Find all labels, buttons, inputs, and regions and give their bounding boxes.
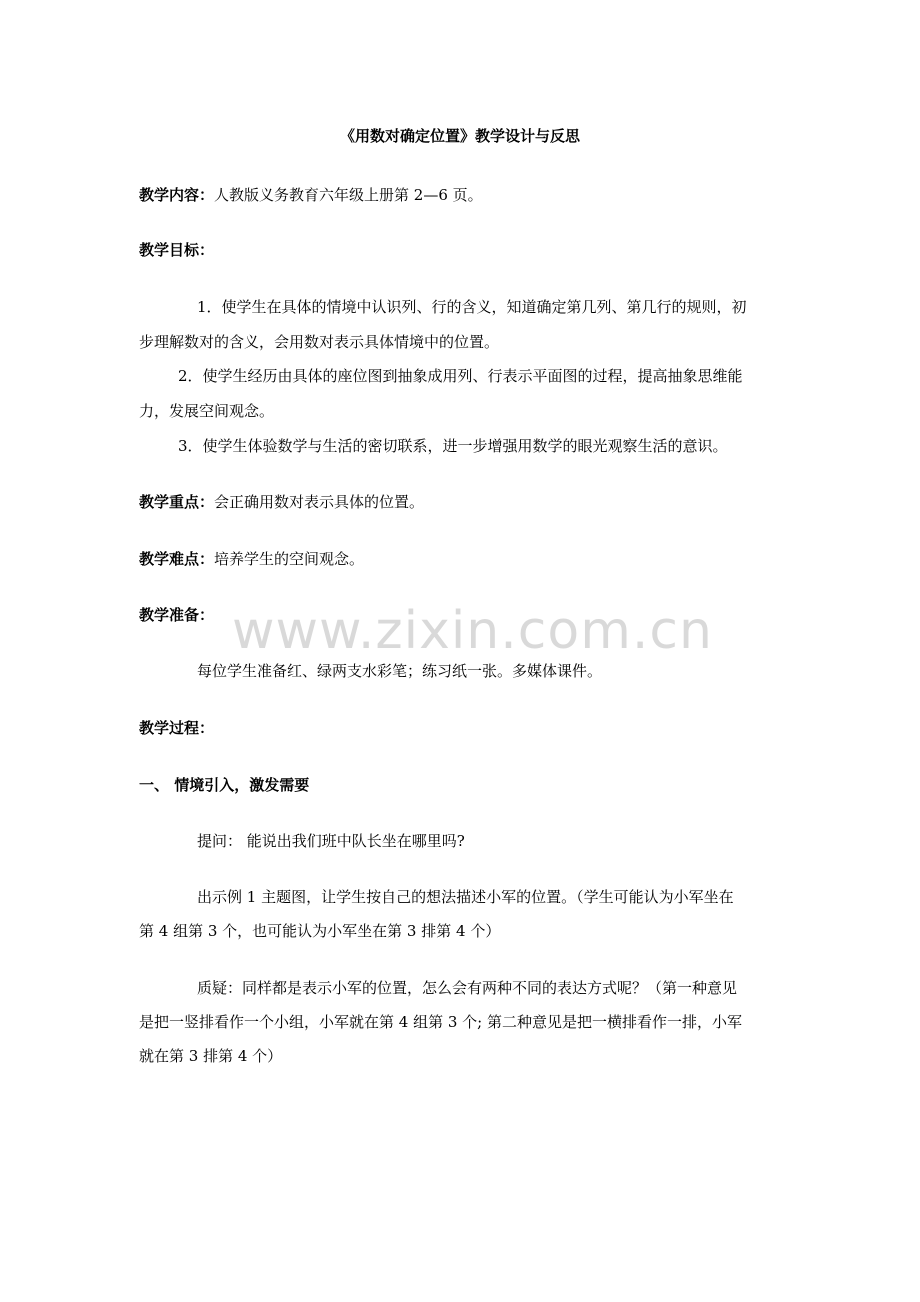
difficulty-text: 培养学生的空间观念。 [214, 550, 365, 568]
teaching-content-line [139, 185, 483, 205]
teaching-content-label: 教学内容： [139, 186, 215, 204]
teaching-content-text: 人教版义务教育六年级上册第 2—6 页。 [214, 186, 483, 204]
paragraph-2-line-1: 质疑：同样都是表示小军的位置，怎么会有两种不同的表达方式呢？（第一种意见 [197, 979, 738, 997]
teaching-goals-label: 教学目标： [139, 241, 215, 259]
key-point-label: 教学重点： [139, 493, 215, 511]
key-point-text: 会正确用数对表示具体的位置。 [214, 493, 425, 511]
paragraph-2-line-2: 是把一竖排看作一个小组，小军就在第 4 组第 3 个; 第二种意见是把一横排看作一排，小军 [139, 1013, 742, 1031]
question-1: 提问： 能说出我们班中队长坐在哪里吗? [197, 832, 465, 850]
key-point-line [139, 492, 424, 512]
paragraph-2-line-3: 就在第 3 排第 4 个） [139, 1047, 283, 1065]
difficulty-label: 教学难点： [139, 550, 215, 568]
goal-2-line-2: 力，发展空间观念。 [139, 402, 275, 420]
goal-1-line-2: 步理解数对的含义，会用数对表示具体情境中的位置。 [139, 333, 500, 351]
section-1-heading: 一、 情境引入，激发需要 [139, 776, 310, 794]
preparation-label: 教学准备： [139, 606, 215, 624]
difficulty-line [139, 549, 364, 569]
paragraph-1-line-1: 出示例 1 主题图，让学生按自己的想法描述小军的位置。（学生可能认为小军坐在 [197, 888, 734, 906]
document-title: 《用数对确定位置》教学设计与反思 [339, 127, 580, 145]
goal-3-line-1: 3．使学生体验数学与生活的密切联系，进一步增强用数学的眼光观察生活的意识。 [178, 437, 728, 455]
watermark: www.zixin.com.cn [232, 601, 713, 661]
goal-1-line-1: 1．使学生在具体的情境中认识列、行的含义，知道确定第几列、第几行的规则，初 [197, 298, 747, 316]
goal-2-line-1: 2．使学生经历由具体的座位图到抽象成用列、行表示平面图的过程，提高抽象思维能 [178, 367, 743, 385]
process-label: 教学过程： [139, 719, 215, 737]
paragraph-1-line-2: 第 4 组第 3 个，也可能认为小军坐在第 3 排第 4 个） [139, 922, 501, 940]
preparation-text: 每位学生准备红、绿两支水彩笔；练习纸一张。多媒体课件。 [197, 662, 603, 680]
